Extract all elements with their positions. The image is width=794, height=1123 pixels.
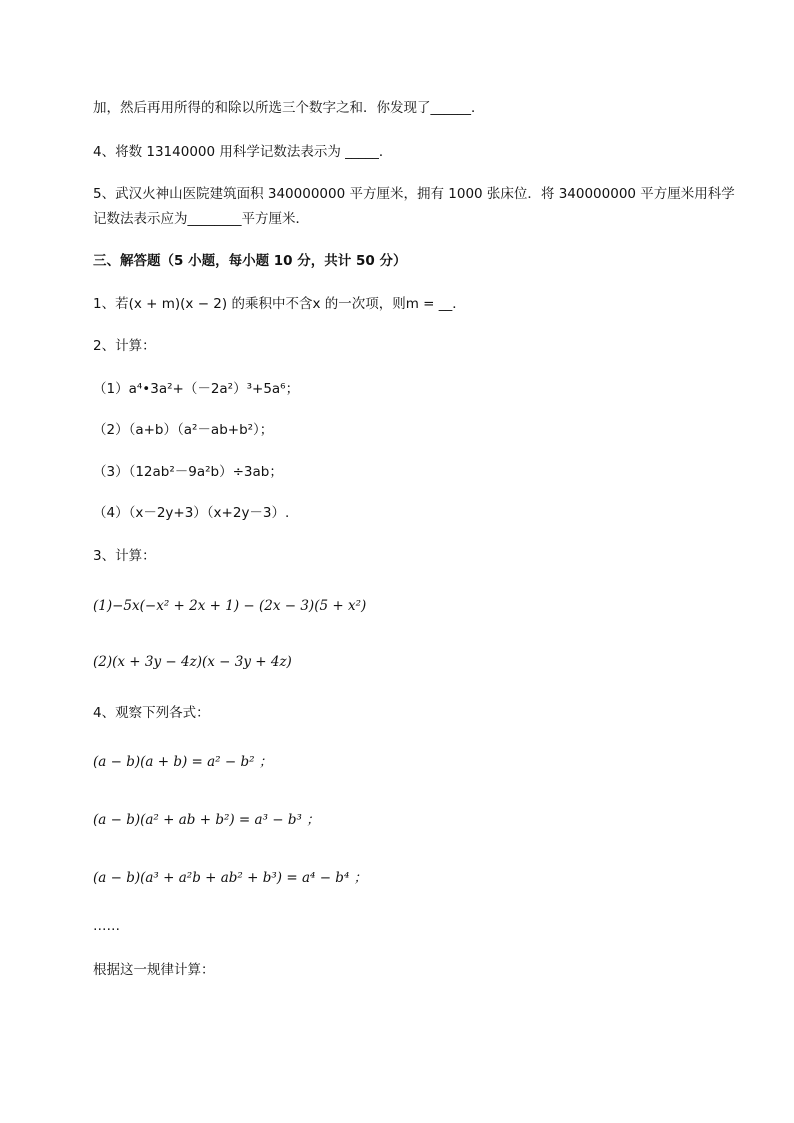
solve-q3: 3、计算： xyxy=(93,548,156,564)
solve-q2-2: （2）（a+b）（a²－ab+b²）； xyxy=(93,422,274,438)
solve-q4-instruction: 根据这一规律计算： xyxy=(93,962,215,978)
pattern-1: (a − b)(a + b) = a² − b² ； xyxy=(93,754,273,770)
text-line-1: 加，然后再用所得的和除以所选三个数字之和．你发现了______． xyxy=(93,100,485,116)
solve-q2-4: （4）（x－2y+3）（x+2y－3）. xyxy=(93,505,290,521)
section-heading: 三、解答题（5 小题，每小题 10 分，共计 50 分） xyxy=(93,253,407,269)
solve-q2-3: （3）（12ab²－9a²b）÷3ab； xyxy=(93,464,283,480)
solve-q1: 1、若(x + m)(x − 2) 的乘积中不含x 的一次项，则m = __． xyxy=(93,296,466,312)
solve-q4: 4、观察下列各式： xyxy=(93,705,210,721)
question-5-fill-b: 记数法表示应为________平方厘米． xyxy=(93,211,309,227)
pattern-3: (a − b)(a³ + a²b + ab² + b³) = a⁴ − b⁴ ； xyxy=(93,870,368,886)
pattern-2: (a − b)(a² + ab + b²) = a³ − b³ ； xyxy=(93,812,320,828)
solve-q3-1: (1)−5x(−x² + 2x + 1) − (2x − 3)(5 + x²) xyxy=(93,598,367,614)
solve-q2-1: （1）a⁴•3a²+（－2a²）³+5a⁶； xyxy=(93,381,300,397)
solve-q2: 2、计算： xyxy=(93,338,156,354)
ellipsis: …… xyxy=(93,918,120,934)
question-5-fill-a: 5、武汉火神山医院建筑面积 340000000 平方厘米，拥有 1000 张床位．将 340000000 平方厘米用科学 xyxy=(93,186,735,202)
solve-q3-2: (2)(x + 3y − 4z)(x − 3y + 4z) xyxy=(93,654,292,670)
question-4-fill: 4、将数 13140000 用科学记数法表示为 _____． xyxy=(93,144,393,160)
